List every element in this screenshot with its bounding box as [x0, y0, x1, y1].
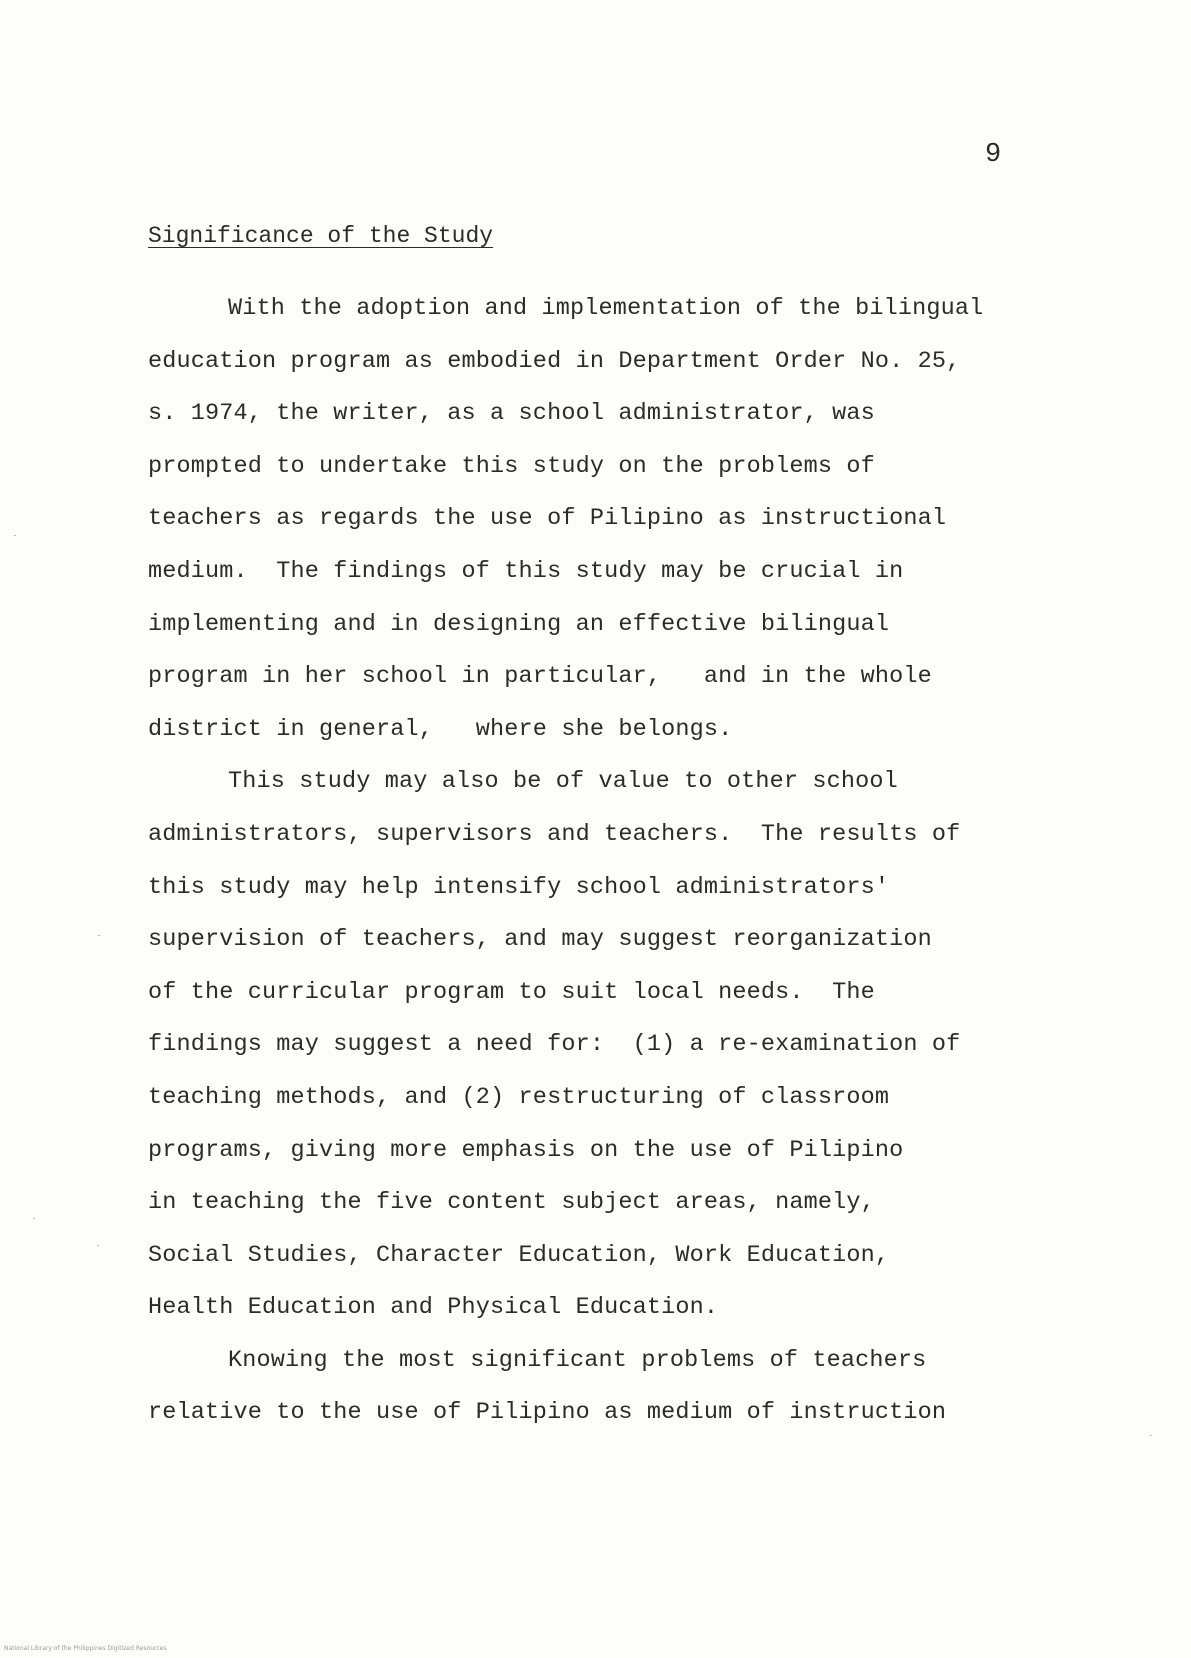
- scan-speck: [1150, 1435, 1152, 1436]
- footer-stamp: National Library of the Philippines Digitized Resources: [4, 1645, 167, 1652]
- text-line: Social Studies, Character Education, Work Education,: [148, 1241, 890, 1269]
- scan-speck: [14, 535, 16, 536]
- scan-speck: [97, 1245, 99, 1246]
- text-line: program in her school in particular, and in the whole: [148, 663, 932, 691]
- text-line: medium. The findings of this study may be crucial in: [148, 557, 904, 585]
- scan-speck: [33, 1218, 35, 1219]
- text-line: education program as embodied in Department Order No. 25,: [148, 347, 961, 375]
- text-line: With the adoption and implementation of the bilingual: [228, 295, 984, 322]
- body-text: [148, 283, 1088, 1440]
- text-line: relative to the use of Pilipino as medium of instruction: [148, 1399, 947, 1427]
- section-heading: Significance of the Study: [148, 223, 494, 249]
- text-line: teaching methods, and (2) restructuring of classroom: [148, 1083, 890, 1111]
- text-line: in teaching the five content subject areas, namely,: [148, 1189, 875, 1217]
- text-line: supervision of teachers, and may suggest reorganization: [148, 926, 932, 954]
- text-line: implementing and in designing an effective bilingual: [148, 610, 890, 638]
- text-line: prompted to undertake this study on the problems of: [148, 452, 875, 480]
- text-line: teachers as regards the use of Pilipino as instructional: [148, 505, 947, 533]
- text-line: findings may suggest a need for: (1) a re-examination of: [148, 1031, 961, 1059]
- text-line: administrators, supervisors and teachers. The results of: [148, 820, 961, 848]
- text-line: of the curricular program to suit local needs. The: [148, 978, 875, 1006]
- scan-speck: [98, 935, 100, 936]
- text-line: Health Education and Physical Education.: [148, 1294, 719, 1322]
- page-number: 9: [985, 140, 1002, 170]
- text-line: this study may help intensify school administrators': [148, 873, 890, 901]
- text-line: district in general, where she belongs.: [148, 715, 733, 743]
- text-line: This study may also be of value to other school: [228, 768, 898, 796]
- text-line: s. 1974, the writer, as a school administrator, was: [148, 400, 875, 428]
- text-line: Knowing the most significant problems of teachers: [228, 1346, 927, 1374]
- text-line: programs, giving more emphasis on the use of Pilipino: [148, 1136, 904, 1164]
